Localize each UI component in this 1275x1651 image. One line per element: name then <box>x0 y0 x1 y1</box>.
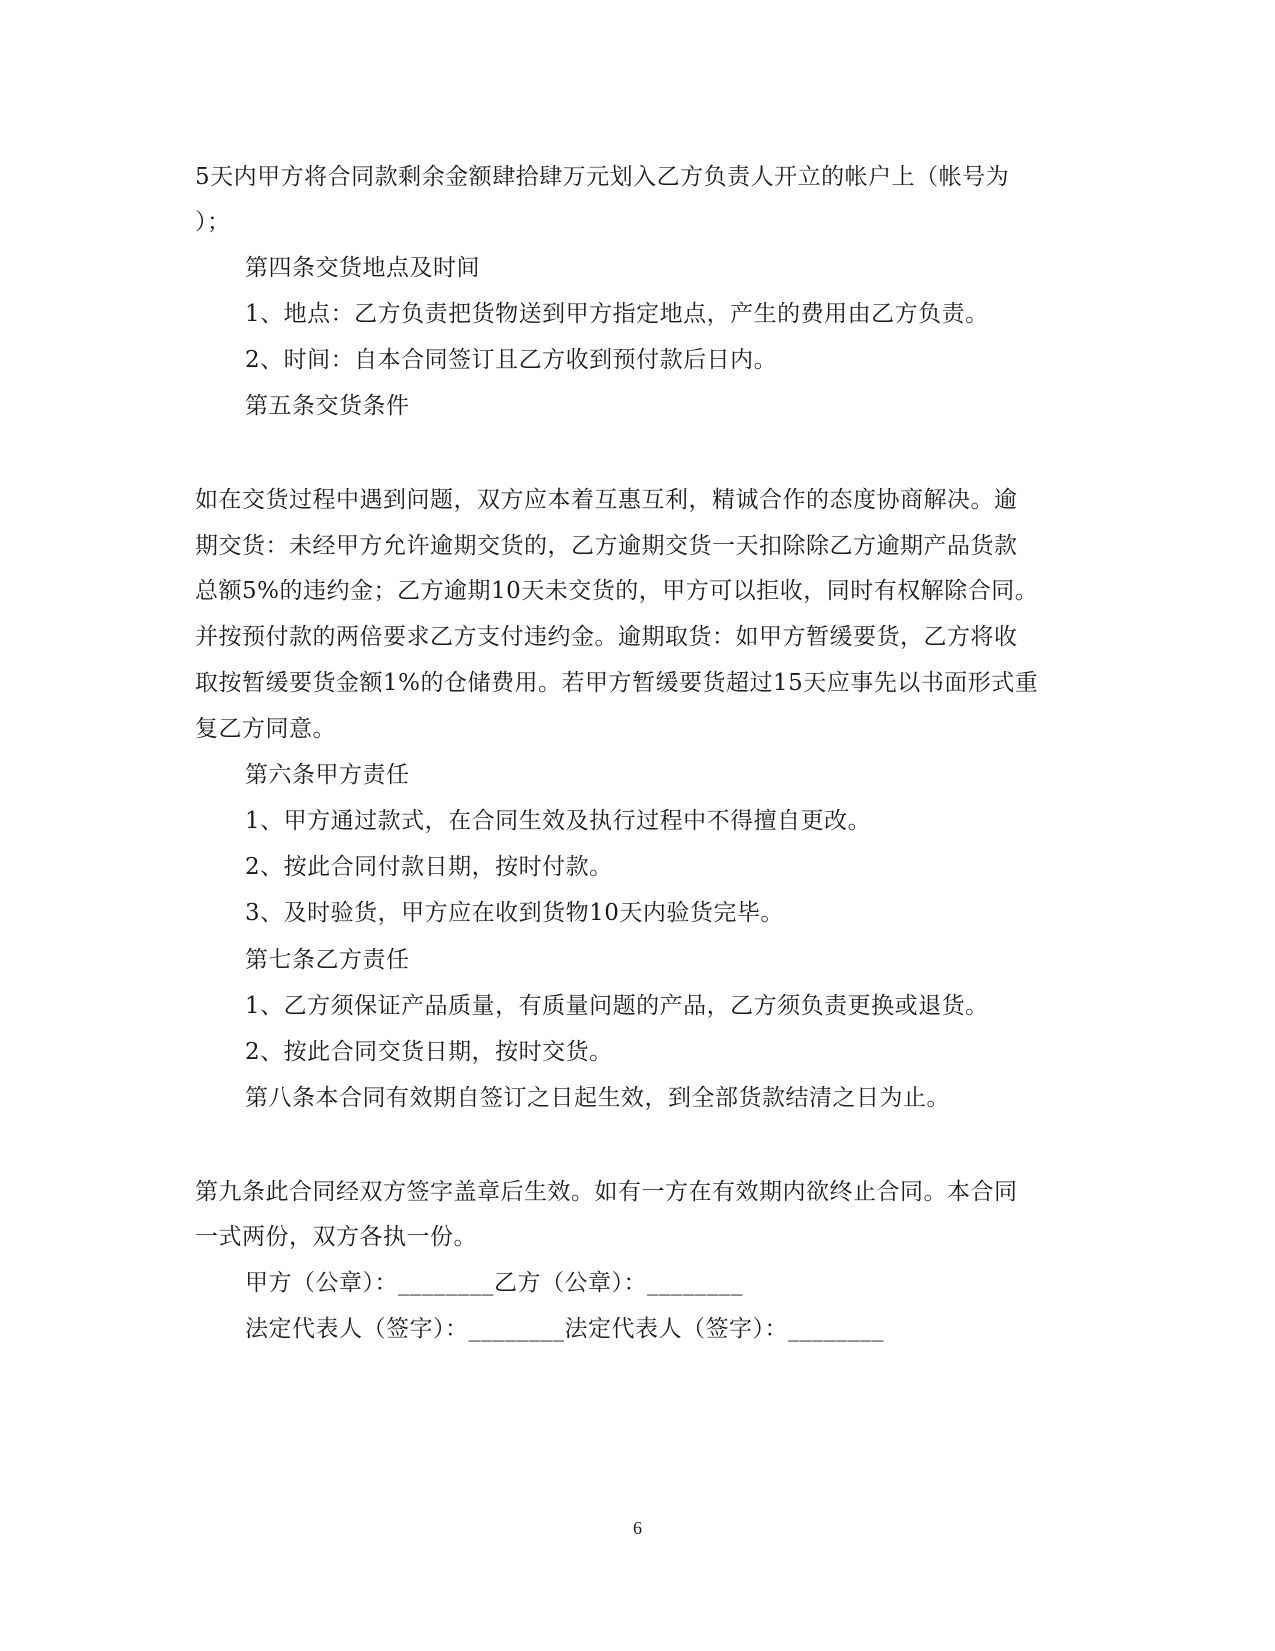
section-heading-article-7: 第七条乙方责任 <box>245 947 410 973</box>
paragraph-line-payment: 5天内甲方将合同款剩余金额肆拾肆万元划入乙方负责人开立的帐户上（帐号为 <box>195 164 1010 190</box>
paragraph-line-article-9-1: 第九条此合同经双方签字盖章后生效。如有一方在有效期内欲终止合同。本合同 <box>195 1179 1018 1205</box>
list-item-party-b-2: 2、按此合同交货日期，按时交货。 <box>245 1039 613 1065</box>
list-item-party-a-2: 2、按此合同付款日期，按时付款。 <box>245 854 613 880</box>
signature-line-seals: 甲方（公章）：________乙方（公章）：________ <box>245 1270 743 1296</box>
list-item-party-a-1: 1、甲方通过款式，在合同生效及执行过程中不得擅自更改。 <box>245 808 872 834</box>
list-item-party-b-1: 1、乙方须保证产品质量，有质量问题的产品，乙方须负责更换或退货。 <box>245 993 989 1019</box>
page-number: 6 <box>633 1518 642 1538</box>
paragraph-line-delivery-6: 复乙方同意。 <box>195 716 336 742</box>
section-heading-article-5: 第五条交货条件 <box>245 393 410 419</box>
section-heading-article-6: 第六条甲方责任 <box>245 762 410 788</box>
list-item-location: 1、地点：乙方负责把货物送到甲方指定地点，产生的费用由乙方负责。 <box>245 301 989 327</box>
list-item-party-a-3: 3、及时验货，甲方应在收到货物10天内验货完毕。 <box>245 900 784 926</box>
section-heading-article-8: 第八条本合同有效期自签订之日起生效，到全部货款结清之日为止。 <box>245 1085 950 1111</box>
section-heading-article-4: 第四条交货地点及时间 <box>245 255 480 281</box>
paragraph-line-delivery-4: 并按预付款的两倍要求乙方支付违约金。逾期取货：如甲方暂缓要货，乙方将收 <box>195 624 1018 650</box>
paragraph-line-delivery-1: 如在交货过程中遇到问题，双方应本着互惠互利，精诚合作的态度协商解决。逾 <box>195 487 1018 513</box>
paragraph-line-article-9-2: 一式两份，双方各执一份。 <box>195 1224 477 1250</box>
paragraph-line-delivery-2: 期交货：未经甲方允许逾期交货的，乙方逾期交货一天扣除除乙方逾期产品货款 <box>195 533 1018 559</box>
list-item-time: 2、时间：自本合同签订且乙方收到预付款后日内。 <box>245 347 778 373</box>
signature-line-representatives: 法定代表人（签字）：________法定代表人（签字）：________ <box>245 1316 884 1342</box>
paragraph-line-delivery-5: 取按暂缓要货金额1%的仓储费用。若甲方暂缓要货超过15天应事先以书面形式重 <box>195 670 1039 696</box>
paragraph-line-payment-end: ）； <box>195 209 231 235</box>
paragraph-line-delivery-3: 总额5%的违约金；乙方逾期10天未交货的，甲方可以拒收，同时有权解除合同。 <box>195 578 1039 604</box>
